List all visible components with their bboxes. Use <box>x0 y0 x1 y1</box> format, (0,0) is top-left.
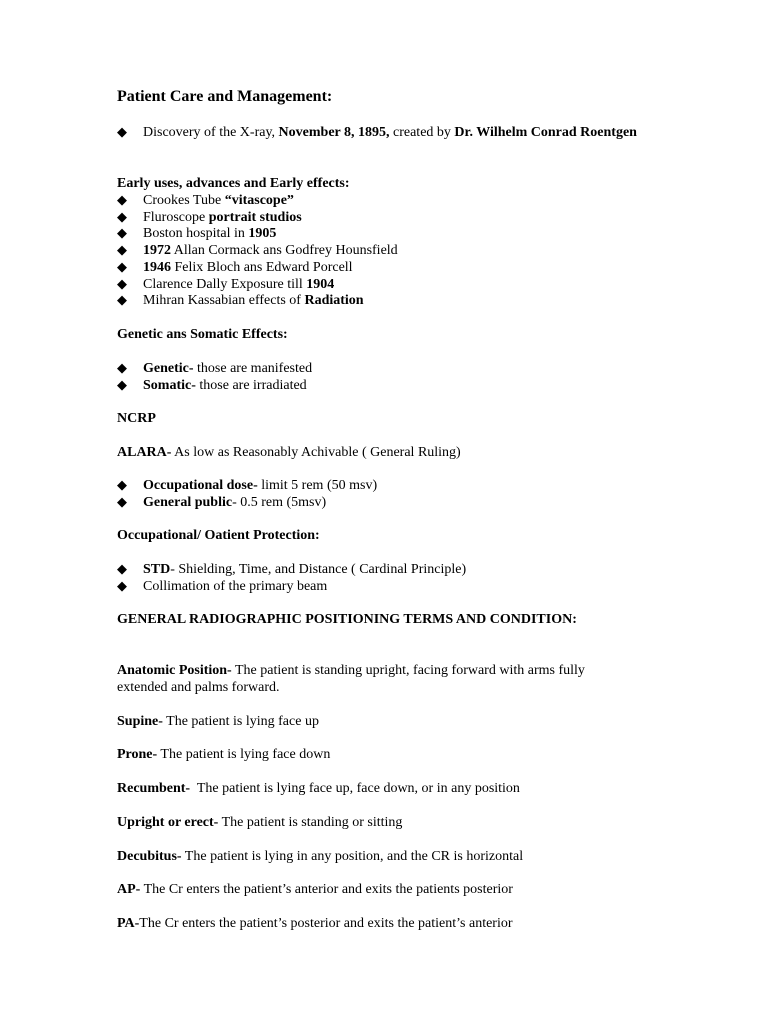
diamond-bullet-icon: ◆ <box>117 579 127 594</box>
discovery-text-2: created by <box>389 125 455 140</box>
item-bold: Genetic- <box>143 361 194 376</box>
item-text-after: Allan Cormack ans Godfrey Hounsfield <box>171 243 398 258</box>
term-name: Supine- <box>117 714 163 729</box>
item-text-after: Collimation of the primary beam <box>143 579 328 594</box>
diamond-bullet-icon: ◆ <box>117 361 127 376</box>
term-definition <box>117 848 523 865</box>
item-text: Clarence Dally Exposure till <box>143 277 307 292</box>
diamond-bullet-icon: ◆ <box>117 243 127 258</box>
item-text-after: those are irradiated <box>195 378 307 393</box>
discovery-paragraph <box>117 124 651 141</box>
term-definition <box>117 915 513 932</box>
term-name: Prone- <box>117 747 158 762</box>
positioning-terms-heading: GENERAL RADIOGRAPHIC POSITIONING TERMS AND CONDITION: <box>117 612 577 627</box>
term-text: The patient is lying face down <box>157 747 331 762</box>
term-definition <box>117 662 585 679</box>
item-bold: 1905 <box>248 226 277 241</box>
term-name: Recumbent- <box>117 781 191 796</box>
item-text-after: - Shielding, Time, and Distance ( Cardinal Principle) <box>170 562 467 577</box>
genetic-somatic-heading: Genetic ans Somatic Effects: <box>117 327 288 342</box>
term-text: The patient is lying in any position, and the CR is horizontal <box>181 849 524 864</box>
diamond-bullet-icon: ◆ <box>117 193 127 208</box>
diamond-bullet-icon: ◆ <box>117 226 127 241</box>
item-bold: Somatic- <box>143 378 196 393</box>
item-text-after: Felix Bloch ans Edward Porcell <box>171 260 353 275</box>
item-bold: Radiation <box>304 293 364 308</box>
alara-definition: As low as Reasonably Achivable ( General Ruling) <box>171 445 461 460</box>
term-name: Upright or erect- <box>117 815 219 830</box>
term-text: The Cr enters the patient’s anterior and exits the patients posterior <box>140 882 513 897</box>
diamond-bullet-icon: ◆ <box>117 293 127 308</box>
term-definition-continued: extended and palms forward. <box>117 680 280 695</box>
term-definition <box>117 881 513 898</box>
item-bold: 1946 <box>143 260 171 275</box>
discovery-date: November 8, 1895, <box>278 125 390 140</box>
diamond-bullet-icon: ◆ <box>117 562 127 577</box>
diamond-bullet-icon: ◆ <box>117 378 127 393</box>
item-bold: “vitascope” <box>224 193 294 208</box>
term-text: The Cr enters the patient’s posterior and exits the patient’s anterior <box>139 916 513 931</box>
diamond-bullet-icon: ◆ <box>117 495 127 510</box>
early-uses-heading: Early uses, advances and Early effects: <box>117 176 350 191</box>
discoverer-name: Dr. Wilhelm Conrad Roentgen <box>454 125 637 140</box>
page-title: Patient Care and Management: <box>117 88 333 105</box>
item-text-after: - 0.5 rem (5msv) <box>232 495 327 510</box>
item-bold: 1972 <box>143 243 171 258</box>
diamond-bullet-icon: ◆ <box>117 210 127 225</box>
protection-heading: Occupational/ Oatient Protection: <box>117 528 320 543</box>
discovery-text: Discovery of the X-ray, <box>143 125 279 140</box>
term-name: Anatomic Position- <box>117 663 232 678</box>
diamond-bullet-icon: ◆ <box>117 260 127 275</box>
item-bold: General public <box>143 495 233 510</box>
item-bold: Occupational dose- <box>143 478 258 493</box>
item-text: Mihran Kassabian effects of <box>143 293 305 308</box>
item-text: Boston hospital in <box>143 226 249 241</box>
term-text: The patient is standing upright, facing forward with arms fully <box>231 663 585 678</box>
term-definition <box>117 780 520 797</box>
term-text: The patient is lying face up <box>162 714 319 729</box>
term-definition <box>117 814 402 831</box>
ncrp-heading: NCRP <box>117 411 156 426</box>
item-text: Fluroscope <box>143 210 209 225</box>
item-text: Crookes Tube <box>143 193 225 208</box>
term-name: Decubitus- <box>117 849 182 864</box>
term-name: AP- <box>117 882 141 897</box>
item-bold: STD <box>143 562 171 577</box>
item-bold: portrait studios <box>208 210 302 225</box>
item-text-after: limit 5 rem (50 msv) <box>257 478 378 493</box>
term-definition <box>117 746 330 763</box>
term-text: The patient is lying face up, face down, or in any position <box>190 781 520 796</box>
diamond-bullet-icon: ◆ <box>117 125 127 140</box>
item-bold: 1904 <box>306 277 335 292</box>
alara-term: ALARA- <box>117 445 172 460</box>
item-text-after: those are manifested <box>193 361 313 376</box>
diamond-bullet-icon: ◆ <box>117 277 127 292</box>
term-name: PA- <box>117 916 140 931</box>
alara-line <box>117 444 461 461</box>
diamond-bullet-icon: ◆ <box>117 478 127 493</box>
term-text: The patient is standing or sitting <box>218 815 403 830</box>
term-definition <box>117 713 319 730</box>
